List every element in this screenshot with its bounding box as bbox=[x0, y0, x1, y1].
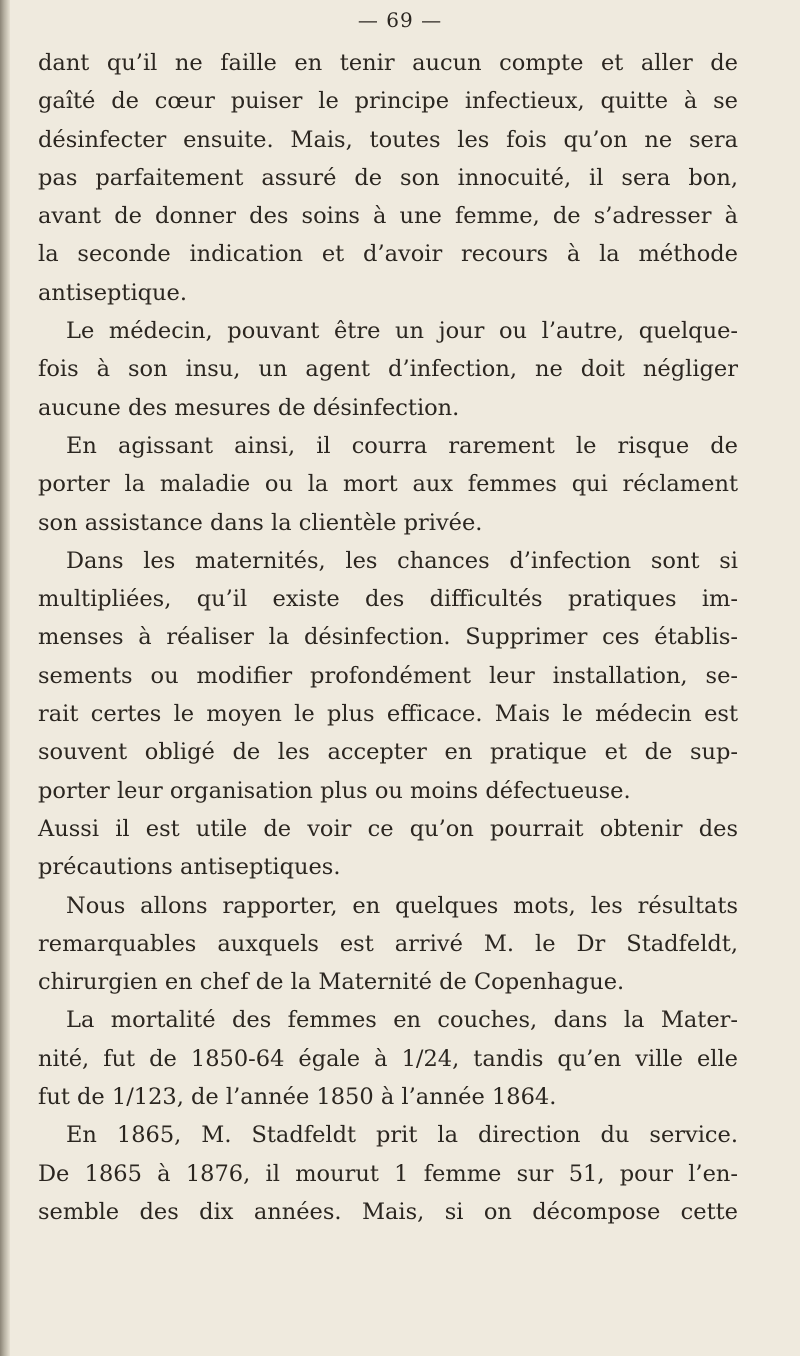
text-line: En 1865, M. Stadfeldt prit la direction du service. bbox=[66, 1122, 738, 1149]
text-line: La mortalité des femmes en couches, dans la Mater- bbox=[66, 1007, 738, 1034]
text-line: nité, fut de 1850-64 égale à 1/24, tandis qu’en ville elle bbox=[38, 1045, 738, 1072]
text-line: antiseptique. bbox=[38, 279, 188, 306]
text-line: avant de donner des soins à une femme, de s’adresser à bbox=[38, 203, 738, 230]
text-line: souvent obligé de les accepter en pratique et de sup- bbox=[38, 739, 738, 766]
text-line: Aussi il est utile de voir ce qu’on pourrait obtenir des bbox=[38, 815, 738, 842]
text-line: pas parfaitement assuré de son innocuité, il sera bon, bbox=[38, 164, 738, 191]
text-line: sements ou modifier profondément leur installation, se- bbox=[38, 662, 738, 689]
text-line: gaîté de cœur puiser le principe infectieux, quitte à se bbox=[38, 88, 738, 115]
text-line: Le médecin, pouvant être un jour ou l’autre, quelque- bbox=[66, 318, 738, 345]
text-line: aucune des mesures de désinfection. bbox=[38, 394, 460, 421]
text-line: la seconde indication et d’avoir recours à la méthode bbox=[38, 241, 738, 268]
text-line: multipliées, qu’il existe des difficultés pratiques im- bbox=[38, 586, 738, 613]
text-line: menses à réaliser la désinfection. Supprimer ces établis- bbox=[38, 624, 738, 651]
text-line: Dans les maternités, les chances d’infection sont si bbox=[66, 547, 738, 574]
text-line: remarquables auxquels est arrivé M. le Dr Stadfeldt, bbox=[38, 930, 738, 957]
text-line: porter leur organisation plus ou moins défectueuse. bbox=[38, 777, 631, 804]
text-line: De 1865 à 1876, il mourut 1 femme sur 51, pour l’en- bbox=[38, 1160, 738, 1187]
book-spine-shadow bbox=[0, 0, 10, 1356]
text-line: désinfecter ensuite. Mais, toutes les fois qu’on ne sera bbox=[38, 126, 738, 153]
text-line: précautions antiseptiques. bbox=[38, 854, 341, 881]
text-line: En agissant ainsi, il courra rarement le risque de bbox=[66, 432, 738, 459]
text-line: porter la maladie ou la mort aux femmes qui réclament bbox=[38, 471, 738, 498]
text-line: chirurgien en chef de la Maternité de Copenhague. bbox=[38, 969, 625, 996]
body-text bbox=[38, 44, 738, 1231]
text-line: semble des dix années. Mais, si on décompose cette bbox=[38, 1198, 738, 1225]
text-line: rait certes le moyen le plus efficace. Mais le médecin est bbox=[38, 701, 738, 728]
page-number: — 69 — bbox=[357, 8, 443, 32]
text-line: fut de 1/123, de l’année 1850 à l’année 1864. bbox=[38, 1084, 557, 1111]
text-line: dant qu’il ne faille en tenir aucun compte et aller de bbox=[38, 50, 738, 76]
text-line: Nous allons rapporter, en quelques mots, les résultats bbox=[66, 892, 738, 919]
text-line: son assistance dans la clientèle privée. bbox=[38, 509, 483, 536]
text-line: fois à son insu, un agent d’infection, ne doit négliger bbox=[38, 356, 738, 383]
